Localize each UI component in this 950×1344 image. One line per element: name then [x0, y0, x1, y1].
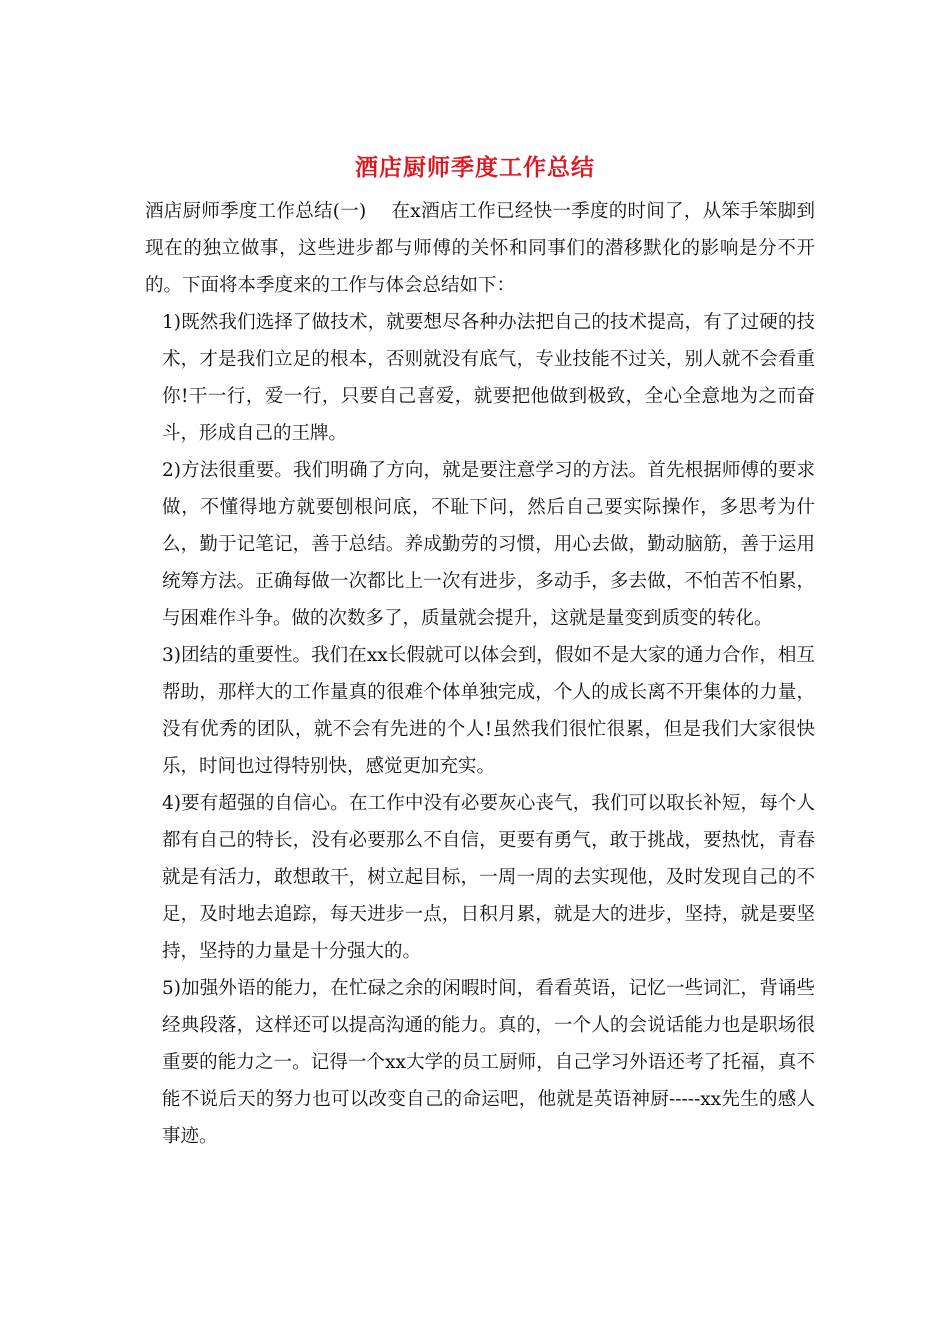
point-5-paragraph: 5)加强外语的能力，在忙碌之余的闲暇时间，看看英语，记忆一些词汇，背诵些经典段落，这样还可以提高沟通的能力。真的，一个人的会说话能力也是职场很重要的能力之一。记得一个xx大学的员工厨师，自己学习外语还考了托福，真不能不说后天的努力也可以改变自己的命运吧，他就是英语神厨-----xx先生的感人事迹。 — [162, 978, 815, 1147]
point-2-paragraph: 2)方法很重要。我们明确了方向，就是要注意学习的方法。首先根据师傅的要求做，不懂得地方就要刨根问底，不耻下问，然后自己要实际操作，多思考为什么，勤于记笔记，善于总结。养成勤劳的习惯，用心去做，勤动脑筋，善于运用统筹方法。正确每做一次都比上一次有进步，多动手，多去做，不怕苦不怕累，与困难作斗争。做的次数多了，质量就会提升，这就是量变到质变的转化。 — [162, 460, 815, 629]
point-4-paragraph: 4)要有超强的自信心。在工作中没有必要灰心丧气，我们可以取长补短，每个人都有自己的特长，没有必要那么不自信，更要有勇气，敢于挑战，要热忱，青春就是有活力，敢想敢干，树立起目标，一周一周的去实现他，及时发现自己的不足，及时地去追踪，每天进步一点，日积月累，就是大的进步，坚持，就是要坚持，坚持的力量是十分强大的。 — [162, 793, 815, 962]
point-1-paragraph: 1)既然我们选择了做技术，就要想尽各种办法把自己的技术提高，有了过硬的技术，才是我们立足的根本，否则就没有底气，专业技能不过关，别人就不会看重你!干一行，爱一行，只要自己喜爱，就要把他做到极致，全心全意地为之而奋斗，形成自己的王牌。 — [162, 312, 815, 444]
point-3-paragraph: 3)团结的重要性。我们在xx长假就可以体会到，假如不是大家的通力合作，相互帮助，那样大的工作量真的很难个体单独完成，个人的成长离不开集体的力量，没有优秀的团队，就不会有先进的个人!虽然我们很忙很累，但是我们大家很快乐，时间也过得特别快，感觉更加充实。 — [162, 645, 815, 777]
document-body — [145, 193, 815, 1155]
document-title: 酒店厨师季度工作总结 — [355, 154, 595, 181]
intro-paragraph: 酒店厨师季度工作总结(一) 在x酒店工作已经快一季度的时间了，从笨手笨脚到现在的独立做事，这些进步都与师傅的关怀和同事们的潜移默化的影响是分不开的。下面将本季度来的工作与体会总结如下： — [145, 201, 815, 296]
